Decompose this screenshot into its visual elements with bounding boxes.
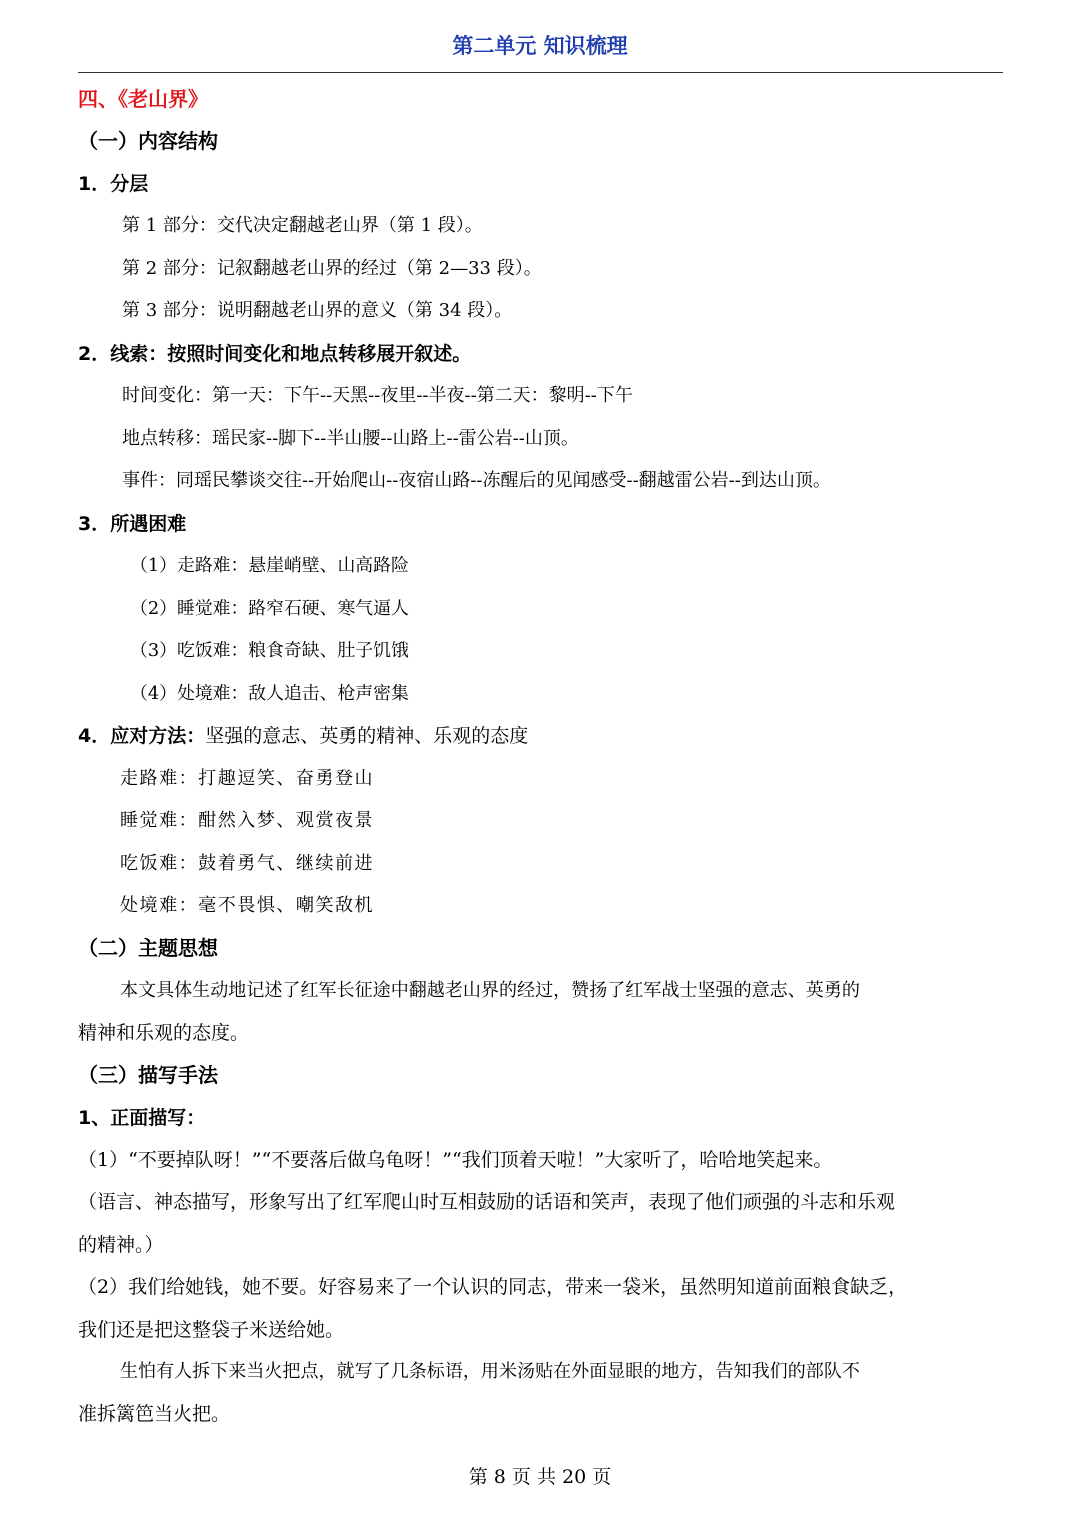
- layers-heading: 1．分层: [78, 173, 149, 195]
- difficulty-item: （1）走路难：悬崖峭壁、山高路险: [130, 555, 409, 576]
- layer-item: 第 2 部分：记叙翻越老山界的经过（第 2—33 段）。: [122, 258, 542, 279]
- clue-item: 地点转移：瑶民家--脚下--半山腰--山路上--雷公岩--山顶。: [122, 428, 579, 449]
- difficulties-heading: 3．所遇困难: [78, 513, 187, 535]
- clue-item: 事件：同瑶民攀谈交往--开始爬山--夜宿山路--冻醒后的见闻感受--翻越雷公岩--到达山顶。: [122, 470, 831, 491]
- page-number: 第 8 页 共 20 页: [468, 1466, 612, 1488]
- method-item: 处境难：毫不畏惧、嘲笑敌机: [120, 895, 375, 916]
- description-line: （语言、神态描写，形象写出了红军爬山时互相鼓励的话语和笑声，表现了他们顽强的斗志和乐观: [78, 1191, 896, 1213]
- difficulty-item: （3）吃饭难：粮食奇缺、肚子饥饿: [130, 640, 409, 661]
- difficulty-item: （2）睡觉难：路窄石硬、寒气逼人: [130, 598, 409, 619]
- description-line: 准拆篱笆当火把。: [78, 1403, 231, 1425]
- methods-heading: [78, 723, 1008, 749]
- front-description-heading: 1、正面描写：: [78, 1107, 206, 1129]
- description-line: （2）我们给她钱，她不要。好容易来了一个认识的同志，带来一袋米，虽然明知道前面粮食缺乏，: [78, 1276, 908, 1298]
- methods-heading-label: 4．应对方法：: [78, 725, 206, 747]
- theme-paragraph-line: 精神和乐观的态度。: [78, 1022, 250, 1044]
- methods-heading-text: 坚强的意志、英勇的精神、乐观的态度: [205, 725, 529, 747]
- description-line: 生怕有人拆下来当火把点，就写了几条标语，用米汤贴在外面显眼的地方，告知我们的部队不: [120, 1361, 860, 1382]
- section-title: 四、《老山界》: [78, 87, 208, 111]
- clue-heading: 2．线索：按照时间变化和地点转移展开叙述。: [78, 343, 472, 365]
- theme-paragraph-line: 本文具体生动地记述了红军长征途中翻越老山界的经过，赞扬了红军战士坚强的意志、英勇的: [120, 980, 860, 1001]
- clue-item: 时间变化：第一天：下午--天黑--夜里--半夜--第二天：黎明--下午: [122, 385, 633, 406]
- description-line: （1）“不要掉队呀！”“不要落后做乌龟呀！”“我们顶着天啦！”大家听了，哈哈地笑起来。: [78, 1149, 833, 1171]
- page-header-title: 第二单元 知识梳理: [452, 34, 628, 58]
- layer-item: 第 3 部分：说明翻越老山界的意义（第 34 段）。: [122, 300, 513, 321]
- method-item: 吃饭难：鼓着勇气、继续前进: [120, 853, 375, 874]
- part1-title: （一）内容结构: [78, 129, 218, 153]
- description-line: 的精神。）: [78, 1234, 164, 1256]
- part2-title: （二）主题思想: [78, 936, 218, 960]
- header-divider: [78, 72, 1003, 73]
- method-item: 睡觉难：酣然入梦、观赏夜景: [120, 810, 375, 831]
- description-line: 我们还是把这整袋子米送给她。: [78, 1319, 345, 1341]
- layer-item: 第 1 部分：交代决定翻越老山界（第 1 段）。: [122, 215, 483, 236]
- part3-title: （三）描写手法: [78, 1063, 218, 1087]
- difficulty-item: （4）处境难：敌人追击、枪声密集: [130, 683, 409, 704]
- method-item: 走路难：打趣逗笑、奋勇登山: [120, 768, 375, 789]
